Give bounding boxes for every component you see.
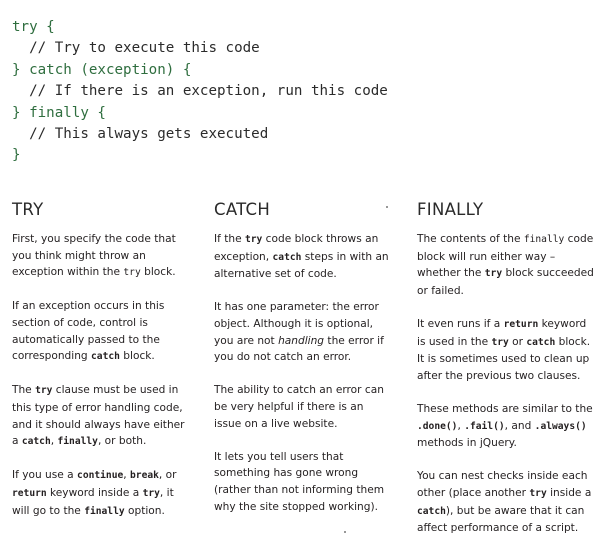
finally-paragraph-1: The contents of the finally code block will run either way – whether the try block succeeded or failed. [417, 233, 594, 297]
catch-column [214, 201, 392, 532]
catch-paragraph-2: It has one parameter: the error object. Although it is optional, you are not handling the error if you do not catch an error. [214, 301, 384, 364]
code-line: // If there is an exception, run this code [12, 83, 388, 100]
catch-paragraph-3: The ability to catch an error can be very helpful if there is an issue on a live website. [214, 384, 384, 430]
catch-paragraph-4: It lets you tell users that something has gone wrong (rather than not informing them why the site stopped working). [214, 450, 385, 513]
code-line: // This always gets executed [12, 125, 269, 142]
try-paragraph-3: The try clause must be used in this type of error handling code, and it should always have either a catch, finally, or both. [12, 384, 185, 448]
code-line: } finally { [12, 104, 106, 121]
code-line: } [12, 147, 21, 164]
scan-speck [344, 531, 346, 533]
try-paragraph-1: First, you specify the code that you think might throw an exception within the try block. [12, 233, 176, 279]
catch-heading: CATCH [214, 200, 271, 219]
finally-paragraph-4: You can nest checks inside each other (place another try inside a catch), but be aware that it can affect performance of a script. [417, 470, 592, 535]
finally-column [417, 201, 597, 553]
try-column [12, 201, 190, 537]
finally-heading: FINALLY [417, 200, 484, 219]
try-paragraph-4: If you use a continue, break, or return keyword inside a try, it will go to the finally option. [12, 469, 177, 517]
code-line: // Try to execute this code [12, 40, 260, 57]
code-example [12, 17, 388, 167]
try-heading: TRY [12, 200, 44, 219]
finally-paragraph-2: It even runs if a return keyword is used in the try or catch block. It is sometimes used to clean up after the previous two clauses. [417, 317, 591, 382]
finally-paragraph-3: These methods are similar to the .done(), .fail(), and .always() methods in jQuery. [417, 402, 593, 450]
try-paragraph-2: If an exception occurs in this section of code, control is automatically passed to the corresponding catch block. [12, 300, 165, 363]
scan-speck [386, 206, 388, 208]
catch-paragraph-1: If the try code block throws an exception, catch steps in with an alternative set of code. [214, 233, 389, 281]
code-line: try { [12, 19, 55, 35]
code-line: } catch (exception) { [12, 61, 192, 78]
